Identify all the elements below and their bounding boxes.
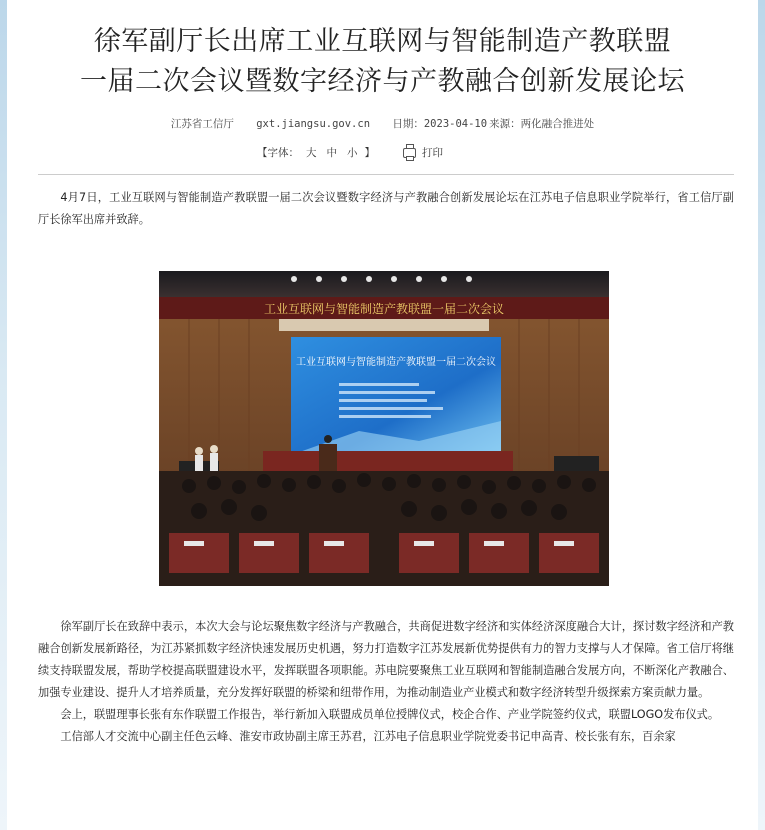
banner-text: 工业互联网与智能制造产教联盟一届二次会议 [263, 302, 505, 316]
article-site: gxt.jiangsu.gov.cn [256, 118, 371, 130]
article-paragraph-3: 会上，联盟理事长张有东作联盟工作报告，举行新加入联盟成员单位授牌仪式，校企合作、产业学院签约仪式，联盟LOGO发布仪式。 [60, 708, 720, 721]
font-size-large-button[interactable]: 大 [306, 147, 317, 159]
font-size-medium-button[interactable]: 中 [326, 147, 337, 159]
article-body-lower [7, 616, 758, 748]
font-size-close: 】 [364, 147, 375, 159]
font-size-label: 【字体： [257, 147, 299, 159]
article-from: 来源：两化融合推进处 [489, 118, 595, 130]
divider [38, 174, 734, 175]
article-title-line1: 徐军副厅长出席工业互联网与智能制造产教联盟 [93, 26, 672, 57]
article-paragraph-1: 4月7日，工业互联网与智能制造产教联盟一届二次会议暨数字经济与产教融合创新发展论坛在江苏电子信息职业学院举行，省工信厅副厅长徐军出席并致辞。 [38, 191, 734, 226]
article-page [7, 0, 758, 830]
conference-photo [159, 271, 609, 586]
font-size-small-button[interactable]: 小 [347, 147, 358, 159]
article-title-line2: 一届二次会议暨数字经济与产教融合创新发展论坛 [80, 66, 685, 97]
screen-text: 工业互联网与智能制造产教联盟一届二次会议 [296, 357, 496, 368]
article-date: 日期：2023-04-10 [392, 118, 488, 130]
conference-photo-image [159, 271, 609, 586]
article-paragraph-4: 工信部人才交流中心副主任色云峰、淮安市政协副主席王苏君，江苏电子信息职业学院党委书记申高青、校长张有东，百余家 [60, 730, 676, 743]
article-source: 江苏省工信厅 [170, 118, 234, 130]
article-tools [7, 145, 758, 160]
article-paragraph-2: 徐军副厅长在致辞中表示，本次大会与论坛聚焦数字经济与产教融合，共商促进数字经济和实体经济深度融合大计，探讨数字经济和产教融合创新发展新路径，为江苏紧抓数字经济快速发展历史机遇，努力打造数字江苏发展新优势提供有力的智力支撑与人才保障。省工信厅将继续支持联盟发展，帮助学校提高联盟建设水平，发挥联盟各项职能。苏电院要聚焦工业互联网和智能制造融合发展方向，不断深化产教融合、加强专业建设、提升人才培养质量，充分发挥好联盟的桥梁和纽带作用，为推动制造业产业模式和数字经济转型升级探索方案贡献力量。 [38, 620, 734, 699]
article-title [7, 0, 758, 102]
article-meta [7, 116, 758, 131]
print-label: 打印 [422, 147, 443, 159]
printer-icon [403, 148, 416, 158]
print-button[interactable] [403, 145, 443, 160]
